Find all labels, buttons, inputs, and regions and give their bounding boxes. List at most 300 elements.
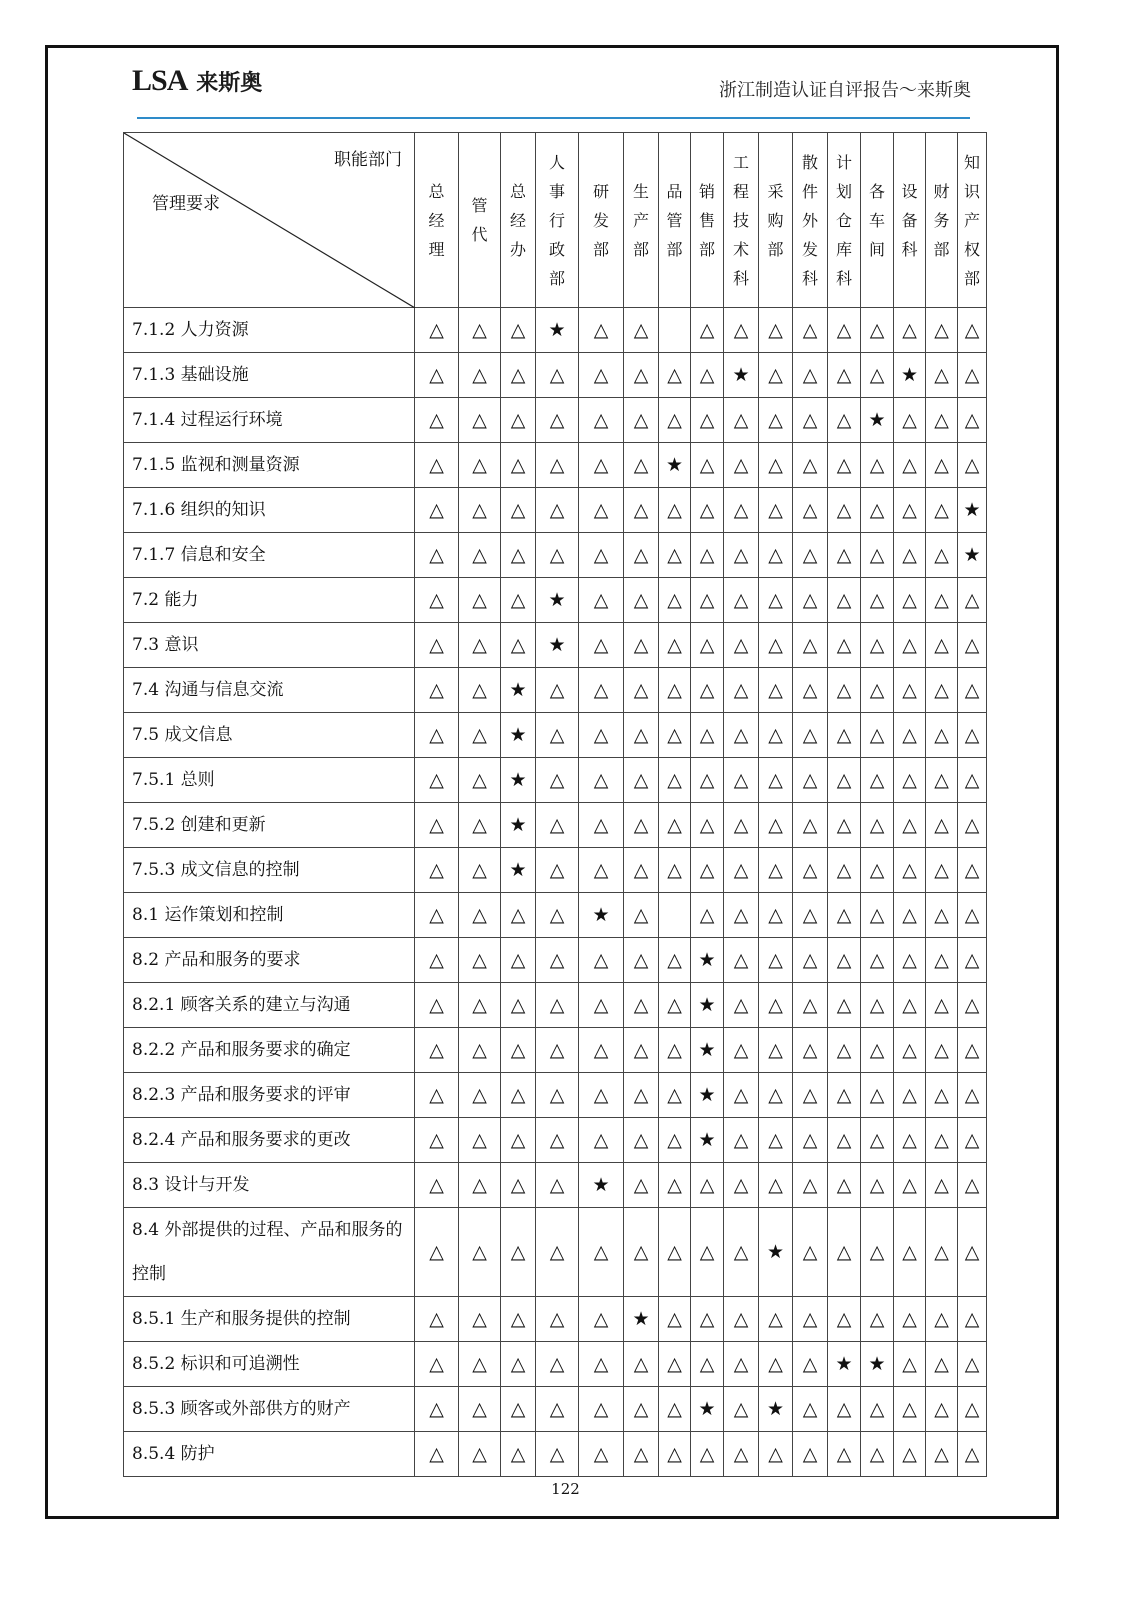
primary-responsibility-star-icon: ★ — [691, 983, 724, 1028]
related-responsibility-triangle-icon: △ — [828, 1073, 861, 1118]
related-responsibility-triangle-icon: △ — [501, 893, 536, 938]
related-responsibility-triangle-icon: △ — [861, 1297, 894, 1342]
requirement-cell: 8.2 产品和服务的要求 — [124, 938, 415, 983]
related-responsibility-triangle-icon: △ — [624, 308, 659, 353]
related-responsibility-triangle-icon: △ — [926, 1432, 958, 1477]
logo-latin: LSA — [132, 64, 186, 97]
related-responsibility-triangle-icon: △ — [691, 533, 724, 578]
related-responsibility-triangle-icon: △ — [624, 1208, 659, 1297]
related-responsibility-triangle-icon: △ — [894, 1073, 926, 1118]
related-responsibility-triangle-icon: △ — [793, 1387, 828, 1432]
related-responsibility-triangle-icon: △ — [828, 353, 861, 398]
related-responsibility-triangle-icon: △ — [415, 668, 459, 713]
related-responsibility-triangle-icon: △ — [624, 1163, 659, 1208]
related-responsibility-triangle-icon: △ — [415, 1432, 459, 1477]
primary-responsibility-star-icon: ★ — [894, 353, 926, 398]
page-number: 122 — [551, 1480, 580, 1498]
table-row — [124, 803, 987, 848]
dept-header-label: 销售部 — [699, 181, 716, 259]
related-responsibility-triangle-icon: △ — [459, 488, 501, 533]
related-responsibility-triangle-icon: △ — [624, 578, 659, 623]
related-responsibility-triangle-icon: △ — [459, 308, 501, 353]
related-responsibility-triangle-icon: △ — [501, 1028, 536, 1073]
related-responsibility-triangle-icon: △ — [415, 1073, 459, 1118]
related-responsibility-triangle-icon: △ — [926, 488, 958, 533]
related-responsibility-triangle-icon: △ — [691, 488, 724, 533]
table-row — [124, 1118, 987, 1163]
related-responsibility-triangle-icon: △ — [828, 1118, 861, 1163]
related-responsibility-triangle-icon: △ — [624, 1432, 659, 1477]
related-responsibility-triangle-icon: △ — [459, 443, 501, 488]
related-responsibility-triangle-icon: △ — [926, 1297, 958, 1342]
dept-header-label: 工程技术科 — [733, 152, 750, 288]
related-responsibility-triangle-icon: △ — [958, 893, 987, 938]
related-responsibility-triangle-icon: △ — [459, 1297, 501, 1342]
related-responsibility-triangle-icon: △ — [958, 1432, 987, 1477]
related-responsibility-triangle-icon: △ — [459, 1342, 501, 1387]
related-responsibility-triangle-icon: △ — [724, 1342, 759, 1387]
related-responsibility-triangle-icon: △ — [579, 533, 624, 578]
related-responsibility-triangle-icon: △ — [501, 1073, 536, 1118]
related-responsibility-triangle-icon: △ — [659, 713, 691, 758]
related-responsibility-triangle-icon: △ — [724, 713, 759, 758]
related-responsibility-triangle-icon: △ — [536, 488, 579, 533]
related-responsibility-triangle-icon: △ — [691, 1208, 724, 1297]
related-responsibility-triangle-icon: △ — [894, 668, 926, 713]
related-responsibility-triangle-icon: △ — [894, 1028, 926, 1073]
related-responsibility-triangle-icon: △ — [861, 1163, 894, 1208]
related-responsibility-triangle-icon: △ — [828, 488, 861, 533]
related-responsibility-triangle-icon: △ — [894, 713, 926, 758]
related-responsibility-triangle-icon: △ — [828, 443, 861, 488]
related-responsibility-triangle-icon: △ — [828, 1208, 861, 1297]
related-responsibility-triangle-icon: △ — [894, 308, 926, 353]
primary-responsibility-star-icon: ★ — [958, 488, 987, 533]
primary-responsibility-star-icon: ★ — [861, 398, 894, 443]
primary-responsibility-star-icon: ★ — [691, 938, 724, 983]
related-responsibility-triangle-icon: △ — [501, 1297, 536, 1342]
related-responsibility-triangle-icon: △ — [659, 623, 691, 668]
related-responsibility-triangle-icon: △ — [579, 668, 624, 713]
related-responsibility-triangle-icon: △ — [459, 938, 501, 983]
related-responsibility-triangle-icon: △ — [724, 1073, 759, 1118]
related-responsibility-triangle-icon: △ — [828, 623, 861, 668]
related-responsibility-triangle-icon: △ — [415, 1163, 459, 1208]
related-responsibility-triangle-icon: △ — [894, 533, 926, 578]
related-responsibility-triangle-icon: △ — [691, 353, 724, 398]
dept-header — [415, 133, 459, 308]
related-responsibility-triangle-icon: △ — [861, 938, 894, 983]
related-responsibility-triangle-icon: △ — [926, 308, 958, 353]
dept-header — [793, 133, 828, 308]
related-responsibility-triangle-icon: △ — [759, 1297, 793, 1342]
dept-header — [828, 133, 861, 308]
related-responsibility-triangle-icon: △ — [579, 1118, 624, 1163]
dept-header-label: 总经办 — [510, 181, 527, 259]
related-responsibility-triangle-icon: △ — [724, 803, 759, 848]
related-responsibility-triangle-icon: △ — [926, 758, 958, 803]
related-responsibility-triangle-icon: △ — [691, 1163, 724, 1208]
related-responsibility-triangle-icon: △ — [459, 578, 501, 623]
related-responsibility-triangle-icon: △ — [415, 353, 459, 398]
related-responsibility-triangle-icon: △ — [579, 1028, 624, 1073]
related-responsibility-triangle-icon: △ — [624, 1073, 659, 1118]
dept-header-label: 财务部 — [933, 181, 950, 259]
requirement-cell: 7.2 能力 — [124, 578, 415, 623]
related-responsibility-triangle-icon: △ — [828, 803, 861, 848]
related-responsibility-triangle-icon: △ — [501, 443, 536, 488]
related-responsibility-triangle-icon: △ — [861, 713, 894, 758]
related-responsibility-triangle-icon: △ — [459, 533, 501, 578]
related-responsibility-triangle-icon: △ — [579, 308, 624, 353]
dept-header-label: 生产部 — [633, 181, 650, 259]
related-responsibility-triangle-icon: △ — [793, 1432, 828, 1477]
related-responsibility-triangle-icon: △ — [894, 1387, 926, 1432]
table-row — [124, 1028, 987, 1073]
related-responsibility-triangle-icon: △ — [415, 398, 459, 443]
related-responsibility-triangle-icon: △ — [624, 713, 659, 758]
related-responsibility-triangle-icon: △ — [624, 758, 659, 803]
related-responsibility-triangle-icon: △ — [659, 1028, 691, 1073]
related-responsibility-triangle-icon: △ — [536, 1342, 579, 1387]
related-responsibility-triangle-icon: △ — [579, 398, 624, 443]
related-responsibility-triangle-icon: △ — [926, 893, 958, 938]
related-responsibility-triangle-icon: △ — [659, 938, 691, 983]
requirement-cell: 7.1.7 信息和安全 — [124, 533, 415, 578]
related-responsibility-triangle-icon: △ — [926, 1163, 958, 1208]
primary-responsibility-star-icon: ★ — [501, 848, 536, 893]
related-responsibility-triangle-icon: △ — [759, 308, 793, 353]
dept-header — [724, 133, 759, 308]
related-responsibility-triangle-icon: △ — [724, 578, 759, 623]
dept-header — [659, 133, 691, 308]
related-responsibility-triangle-icon: △ — [624, 803, 659, 848]
related-responsibility-triangle-icon: △ — [459, 1208, 501, 1297]
table-row — [124, 308, 987, 353]
requirement-cell: 8.2.2 产品和服务要求的确定 — [124, 1028, 415, 1073]
table-row — [124, 938, 987, 983]
related-responsibility-triangle-icon: △ — [659, 1163, 691, 1208]
related-responsibility-triangle-icon: △ — [894, 578, 926, 623]
related-responsibility-triangle-icon: △ — [415, 623, 459, 668]
related-responsibility-triangle-icon: △ — [691, 578, 724, 623]
related-responsibility-triangle-icon: △ — [536, 1028, 579, 1073]
related-responsibility-triangle-icon: △ — [579, 443, 624, 488]
related-responsibility-triangle-icon: △ — [926, 1073, 958, 1118]
related-responsibility-triangle-icon: △ — [501, 1208, 536, 1297]
related-responsibility-triangle-icon: △ — [926, 713, 958, 758]
related-responsibility-triangle-icon: △ — [415, 578, 459, 623]
related-responsibility-triangle-icon: △ — [536, 713, 579, 758]
related-responsibility-triangle-icon: △ — [759, 938, 793, 983]
related-responsibility-triangle-icon: △ — [659, 1118, 691, 1163]
related-responsibility-triangle-icon: △ — [894, 938, 926, 983]
header-row — [124, 133, 987, 308]
related-responsibility-triangle-icon: △ — [501, 353, 536, 398]
related-responsibility-triangle-icon: △ — [793, 893, 828, 938]
related-responsibility-triangle-icon: △ — [759, 1432, 793, 1477]
primary-responsibility-star-icon: ★ — [861, 1342, 894, 1387]
related-responsibility-triangle-icon: △ — [926, 578, 958, 623]
empty-cell — [659, 308, 691, 353]
related-responsibility-triangle-icon: △ — [894, 1297, 926, 1342]
dept-header-label: 知识产权部 — [964, 152, 981, 288]
related-responsibility-triangle-icon: △ — [828, 1163, 861, 1208]
requirement-cell: 7.1.6 组织的知识 — [124, 488, 415, 533]
related-responsibility-triangle-icon: △ — [415, 848, 459, 893]
related-responsibility-triangle-icon: △ — [536, 983, 579, 1028]
related-responsibility-triangle-icon: △ — [579, 803, 624, 848]
related-responsibility-triangle-icon: △ — [861, 1118, 894, 1163]
related-responsibility-triangle-icon: △ — [659, 353, 691, 398]
primary-responsibility-star-icon: ★ — [759, 1387, 793, 1432]
dept-header-label: 品管部 — [666, 181, 683, 259]
related-responsibility-triangle-icon: △ — [861, 443, 894, 488]
related-responsibility-triangle-icon: △ — [501, 1342, 536, 1387]
related-responsibility-triangle-icon: △ — [894, 398, 926, 443]
related-responsibility-triangle-icon: △ — [659, 983, 691, 1028]
related-responsibility-triangle-icon: △ — [415, 1208, 459, 1297]
dept-header — [894, 133, 926, 308]
related-responsibility-triangle-icon: △ — [501, 1163, 536, 1208]
related-responsibility-triangle-icon: △ — [894, 803, 926, 848]
related-responsibility-triangle-icon: △ — [624, 353, 659, 398]
related-responsibility-triangle-icon: △ — [691, 398, 724, 443]
related-responsibility-triangle-icon: △ — [759, 983, 793, 1028]
related-responsibility-triangle-icon: △ — [459, 803, 501, 848]
related-responsibility-triangle-icon: △ — [793, 1342, 828, 1387]
related-responsibility-triangle-icon: △ — [459, 623, 501, 668]
related-responsibility-triangle-icon: △ — [894, 443, 926, 488]
related-responsibility-triangle-icon: △ — [579, 1297, 624, 1342]
primary-responsibility-star-icon: ★ — [624, 1297, 659, 1342]
related-responsibility-triangle-icon: △ — [691, 443, 724, 488]
related-responsibility-triangle-icon: △ — [501, 623, 536, 668]
related-responsibility-triangle-icon: △ — [415, 488, 459, 533]
related-responsibility-triangle-icon: △ — [793, 488, 828, 533]
related-responsibility-triangle-icon: △ — [459, 1028, 501, 1073]
related-responsibility-triangle-icon: △ — [759, 443, 793, 488]
related-responsibility-triangle-icon: △ — [926, 983, 958, 1028]
related-responsibility-triangle-icon: △ — [894, 1163, 926, 1208]
related-responsibility-triangle-icon: △ — [759, 1163, 793, 1208]
primary-responsibility-star-icon: ★ — [579, 1163, 624, 1208]
related-responsibility-triangle-icon: △ — [659, 1387, 691, 1432]
related-responsibility-triangle-icon: △ — [759, 893, 793, 938]
related-responsibility-triangle-icon: △ — [415, 803, 459, 848]
related-responsibility-triangle-icon: △ — [459, 713, 501, 758]
related-responsibility-triangle-icon: △ — [828, 758, 861, 803]
empty-cell — [659, 893, 691, 938]
related-responsibility-triangle-icon: △ — [415, 893, 459, 938]
related-responsibility-triangle-icon: △ — [691, 623, 724, 668]
table-row — [124, 1208, 987, 1297]
related-responsibility-triangle-icon: △ — [861, 533, 894, 578]
related-responsibility-triangle-icon: △ — [793, 713, 828, 758]
related-responsibility-triangle-icon: △ — [579, 353, 624, 398]
related-responsibility-triangle-icon: △ — [926, 1118, 958, 1163]
related-responsibility-triangle-icon: △ — [759, 1073, 793, 1118]
related-responsibility-triangle-icon: △ — [793, 1208, 828, 1297]
table-row — [124, 893, 987, 938]
related-responsibility-triangle-icon: △ — [926, 1342, 958, 1387]
related-responsibility-triangle-icon: △ — [459, 353, 501, 398]
related-responsibility-triangle-icon: △ — [926, 533, 958, 578]
dept-header — [624, 133, 659, 308]
corner-cell — [124, 133, 415, 308]
related-responsibility-triangle-icon: △ — [659, 1297, 691, 1342]
related-responsibility-triangle-icon: △ — [828, 308, 861, 353]
related-responsibility-triangle-icon: △ — [724, 533, 759, 578]
related-responsibility-triangle-icon: △ — [659, 1432, 691, 1477]
primary-responsibility-star-icon: ★ — [536, 308, 579, 353]
related-responsibility-triangle-icon: △ — [536, 893, 579, 938]
related-responsibility-triangle-icon: △ — [894, 848, 926, 893]
related-responsibility-triangle-icon: △ — [958, 758, 987, 803]
requirement-cell: 8.1 运作策划和控制 — [124, 893, 415, 938]
related-responsibility-triangle-icon: △ — [759, 848, 793, 893]
related-responsibility-triangle-icon: △ — [459, 758, 501, 803]
related-responsibility-triangle-icon: △ — [501, 488, 536, 533]
requirement-cell: 8.5.3 顾客或外部供方的财产 — [124, 1387, 415, 1432]
related-responsibility-triangle-icon: △ — [691, 308, 724, 353]
related-responsibility-triangle-icon: △ — [793, 623, 828, 668]
related-responsibility-triangle-icon: △ — [793, 1297, 828, 1342]
related-responsibility-triangle-icon: △ — [536, 1208, 579, 1297]
related-responsibility-triangle-icon: △ — [536, 1297, 579, 1342]
related-responsibility-triangle-icon: △ — [828, 1387, 861, 1432]
related-responsibility-triangle-icon: △ — [828, 668, 861, 713]
dept-header — [536, 133, 579, 308]
requirement-cell: 8.3 设计与开发 — [124, 1163, 415, 1208]
related-responsibility-triangle-icon: △ — [793, 443, 828, 488]
related-responsibility-triangle-icon: △ — [536, 848, 579, 893]
related-responsibility-triangle-icon: △ — [958, 1073, 987, 1118]
related-responsibility-triangle-icon: △ — [691, 713, 724, 758]
table-row — [124, 488, 987, 533]
related-responsibility-triangle-icon: △ — [724, 443, 759, 488]
related-responsibility-triangle-icon: △ — [724, 488, 759, 533]
related-responsibility-triangle-icon: △ — [691, 1342, 724, 1387]
related-responsibility-triangle-icon: △ — [894, 1342, 926, 1387]
related-responsibility-triangle-icon: △ — [958, 1163, 987, 1208]
primary-responsibility-star-icon: ★ — [759, 1208, 793, 1297]
related-responsibility-triangle-icon: △ — [724, 308, 759, 353]
related-responsibility-triangle-icon: △ — [759, 713, 793, 758]
related-responsibility-triangle-icon: △ — [659, 578, 691, 623]
related-responsibility-triangle-icon: △ — [861, 758, 894, 803]
related-responsibility-triangle-icon: △ — [459, 1387, 501, 1432]
related-responsibility-triangle-icon: △ — [793, 1028, 828, 1073]
related-responsibility-triangle-icon: △ — [958, 443, 987, 488]
related-responsibility-triangle-icon: △ — [691, 758, 724, 803]
related-responsibility-triangle-icon: △ — [579, 623, 624, 668]
related-responsibility-triangle-icon: △ — [415, 1342, 459, 1387]
company-logo — [132, 64, 262, 98]
primary-responsibility-star-icon: ★ — [501, 758, 536, 803]
requirement-cell: 7.4 沟通与信息交流 — [124, 668, 415, 713]
related-responsibility-triangle-icon: △ — [691, 893, 724, 938]
related-responsibility-triangle-icon: △ — [624, 848, 659, 893]
related-responsibility-triangle-icon: △ — [793, 758, 828, 803]
related-responsibility-triangle-icon: △ — [759, 803, 793, 848]
requirement-cell: 7.5.2 创建和更新 — [124, 803, 415, 848]
related-responsibility-triangle-icon: △ — [501, 1387, 536, 1432]
requirement-cell: 7.3 意识 — [124, 623, 415, 668]
related-responsibility-triangle-icon: △ — [459, 1163, 501, 1208]
related-responsibility-triangle-icon: △ — [894, 758, 926, 803]
related-responsibility-triangle-icon: △ — [415, 1387, 459, 1432]
related-responsibility-triangle-icon: △ — [659, 398, 691, 443]
related-responsibility-triangle-icon: △ — [415, 443, 459, 488]
related-responsibility-triangle-icon: △ — [659, 488, 691, 533]
related-responsibility-triangle-icon: △ — [958, 1342, 987, 1387]
related-responsibility-triangle-icon: △ — [793, 398, 828, 443]
related-responsibility-triangle-icon: △ — [793, 533, 828, 578]
related-responsibility-triangle-icon: △ — [724, 1163, 759, 1208]
related-responsibility-triangle-icon: △ — [691, 848, 724, 893]
related-responsibility-triangle-icon: △ — [624, 893, 659, 938]
related-responsibility-triangle-icon: △ — [861, 1432, 894, 1477]
related-responsibility-triangle-icon: △ — [828, 578, 861, 623]
related-responsibility-triangle-icon: △ — [624, 1342, 659, 1387]
related-responsibility-triangle-icon: △ — [926, 1028, 958, 1073]
related-responsibility-triangle-icon: △ — [894, 1118, 926, 1163]
table-row — [124, 1163, 987, 1208]
related-responsibility-triangle-icon: △ — [958, 983, 987, 1028]
related-responsibility-triangle-icon: △ — [894, 1208, 926, 1297]
related-responsibility-triangle-icon: △ — [958, 1387, 987, 1432]
related-responsibility-triangle-icon: △ — [861, 353, 894, 398]
dept-header — [691, 133, 724, 308]
table-row — [124, 1073, 987, 1118]
dept-header — [861, 133, 894, 308]
related-responsibility-triangle-icon: △ — [724, 1297, 759, 1342]
related-responsibility-triangle-icon: △ — [793, 353, 828, 398]
related-responsibility-triangle-icon: △ — [536, 353, 579, 398]
related-responsibility-triangle-icon: △ — [861, 983, 894, 1028]
requirement-cell: 7.5.1 总则 — [124, 758, 415, 803]
related-responsibility-triangle-icon: △ — [926, 623, 958, 668]
related-responsibility-triangle-icon: △ — [624, 1387, 659, 1432]
related-responsibility-triangle-icon: △ — [459, 398, 501, 443]
related-responsibility-triangle-icon: △ — [958, 668, 987, 713]
primary-responsibility-star-icon: ★ — [828, 1342, 861, 1387]
table-row — [124, 398, 987, 443]
related-responsibility-triangle-icon: △ — [415, 938, 459, 983]
related-responsibility-triangle-icon: △ — [459, 1432, 501, 1477]
related-responsibility-triangle-icon: △ — [624, 1118, 659, 1163]
related-responsibility-triangle-icon: △ — [861, 623, 894, 668]
related-responsibility-triangle-icon: △ — [793, 1073, 828, 1118]
table-row — [124, 443, 987, 488]
related-responsibility-triangle-icon: △ — [724, 1432, 759, 1477]
table-row — [124, 983, 987, 1028]
table-row — [124, 713, 987, 758]
related-responsibility-triangle-icon: △ — [958, 1297, 987, 1342]
table-row — [124, 578, 987, 623]
related-responsibility-triangle-icon: △ — [724, 1118, 759, 1163]
primary-responsibility-star-icon: ★ — [691, 1387, 724, 1432]
dept-header-label: 散件外发科 — [802, 152, 819, 288]
related-responsibility-triangle-icon: △ — [501, 1118, 536, 1163]
related-responsibility-triangle-icon: △ — [579, 1208, 624, 1297]
requirement-cell: 8.5.2 标识和可追溯性 — [124, 1342, 415, 1387]
related-responsibility-triangle-icon: △ — [958, 578, 987, 623]
related-responsibility-triangle-icon: △ — [861, 848, 894, 893]
related-responsibility-triangle-icon: △ — [926, 398, 958, 443]
related-responsibility-triangle-icon: △ — [793, 983, 828, 1028]
